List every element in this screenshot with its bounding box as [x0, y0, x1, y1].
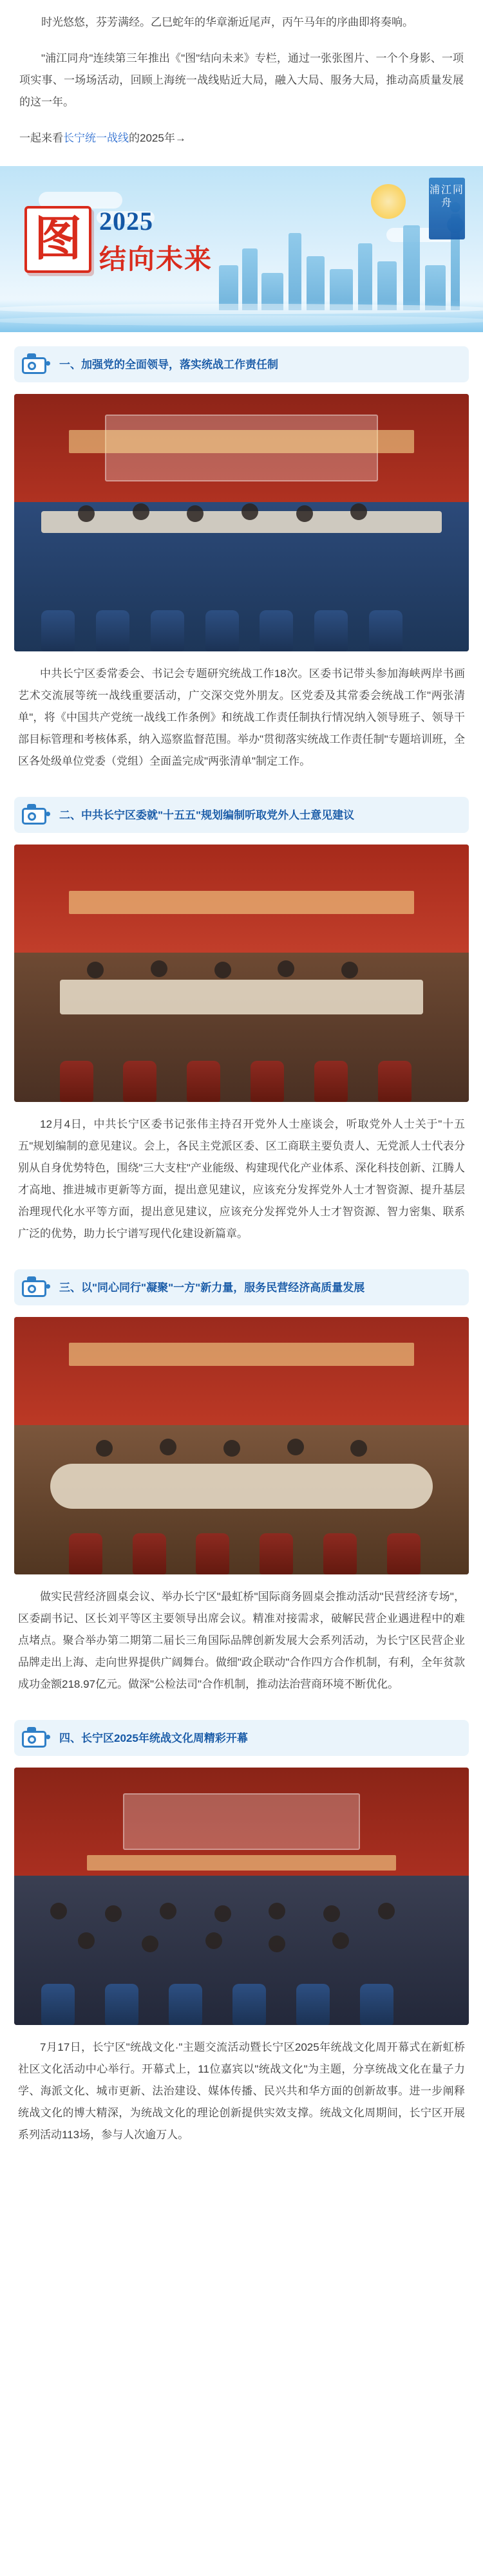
hero-ribbon-label: 浦江同舟: [429, 178, 465, 239]
section-photo-4: [14, 1768, 469, 2025]
inline-link[interactable]: 长宁统一战线: [63, 132, 129, 144]
section-1-title: 一、加强党的全面领导，落实统战工作责任制: [59, 358, 278, 371]
section-1-header: [14, 346, 469, 382]
section-4-header: [14, 1720, 469, 1756]
intro-paragraph-1: 时光悠悠，芬芳满经。乙巳蛇年的华章渐近尾声，丙午马年的序曲即将奏响。: [41, 16, 413, 28]
hero-title: [24, 206, 213, 277]
camera-icon: [22, 1727, 52, 1749]
section-1-body: 中共长宁区委常委会、书记会专题研究统战工作18次。区委书记带头参加海峡两岸书画艺术交流展等统一战线重要活动，广交深交党外朋友。区党委及其常委会统战工作"两张清单"，将《中国共产党统一战线工作条例》和统战工作责任制执行情况纳入领导班子、领导干部目标管理和考核体系，纳入巡察监督范围。举办"贯彻落实统战工作责任制"专题培训班，全区各处级单位党委（党组）全面盖完成"两张清单"制定工作。: [18, 667, 465, 767]
hero-banner: [0, 166, 483, 332]
hero-big-character: 图: [24, 206, 91, 273]
camera-icon: [22, 804, 52, 826]
section-2-body: 12月4日，中共长宁区委书记张伟主持召开党外人士座谈会，听取党外人士关于"十五五"规划编制的意见建议。会上，各民主党派区委、区工商联主要负责人、无党派人士代表分别从自身优势特色，围绕"三大支柱"产业能级、构建现代化产业体系、深化科技创新、江腾人才高地、推进城市更新等方面，提出意见建议，应该充分发挥党外人士才智资源、提升基层治理现代化水平等方面，提出意见建议，应该充分发挥党外人士才智资源、智力密集、联系广泛的优势，助力长宁谱写现代化建设新篇章。: [18, 1118, 465, 1240]
hero-slogan-red: 结向未来: [99, 245, 213, 275]
section-3-header: [14, 1269, 469, 1305]
section-2-header: [14, 797, 469, 833]
section-4-body: 7月17日，长宁区"统战文化·"主题交流活动暨长宁区2025年统战文化周开幕式在新虹桥社区文化活动中心举行。开幕式上，11位嘉宾以"统战文化"为主题，分享统战文化在量子力学、海派文化、城市更新、法治建设、媒体传播、民兴共和华方面的创新故事。进一步阐释统战文化的博大精深，为统战文化的理论创新提供实效支撑。统战文化周期间，长宁区开展系列活动113场，参与人次逾万人。: [18, 2041, 465, 2141]
intro-paragraph-3: 一起来看长宁统一战线的2025年→: [19, 132, 186, 144]
camera-icon: [22, 1276, 52, 1298]
intro-block: [0, 0, 483, 166]
section-photo-2: [14, 845, 469, 1102]
section-4: [0, 1720, 483, 2156]
section-3-body: 做实民营经济圆桌会议、举办长宁区"最虹桥"国际商务圆桌会推动活动"民营经济专场"，区委副书记、区长刘平等区主要领导出席会议。精准对接需求，破解民营企业遇进程中的难点堵点。聚合举办第二期第二届长三角国际品牌创新发展大会系列活动，为长宁区民营企业品牌走出上海、走向世界提供广阔舞台。做细"政企联动"合作四方合作机制，有利，全年贫款成功金额218.97亿元。做深"公检法司"合作机制，推动法治营商环境不断优化。: [18, 1591, 465, 1690]
section-photo-1: [14, 394, 469, 651]
wave-decoration: [0, 300, 483, 332]
section-photo-3: [14, 1317, 469, 1574]
section-2-title: 二、中共长宁区委就"十五五"规划编制听取党外人士意见建议: [59, 808, 355, 821]
intro-paragraph-2: "浦江同舟"连续第三年推出《"图"结向未来》专栏，通过一张张图片、一个个身影、一项项实事、一场场活动，回顾上海统一战线贴近大局，融入大局、服务大局，推动高质量发展的这一年。: [19, 52, 464, 108]
section-3: [0, 1269, 483, 1706]
camera-icon: [22, 353, 52, 375]
section-4-title: 四、长宁区2025年统战文化周精彩开幕: [59, 1731, 248, 1744]
section-1: [0, 346, 483, 783]
hero-year: 2025: [99, 207, 153, 236]
section-2: [0, 797, 483, 1255]
section-3-title: 三、以"同心同行"凝聚"一方"新力量，服务民营经济高质量发展: [59, 1281, 365, 1294]
bottom-spacer: [0, 2156, 483, 2172]
